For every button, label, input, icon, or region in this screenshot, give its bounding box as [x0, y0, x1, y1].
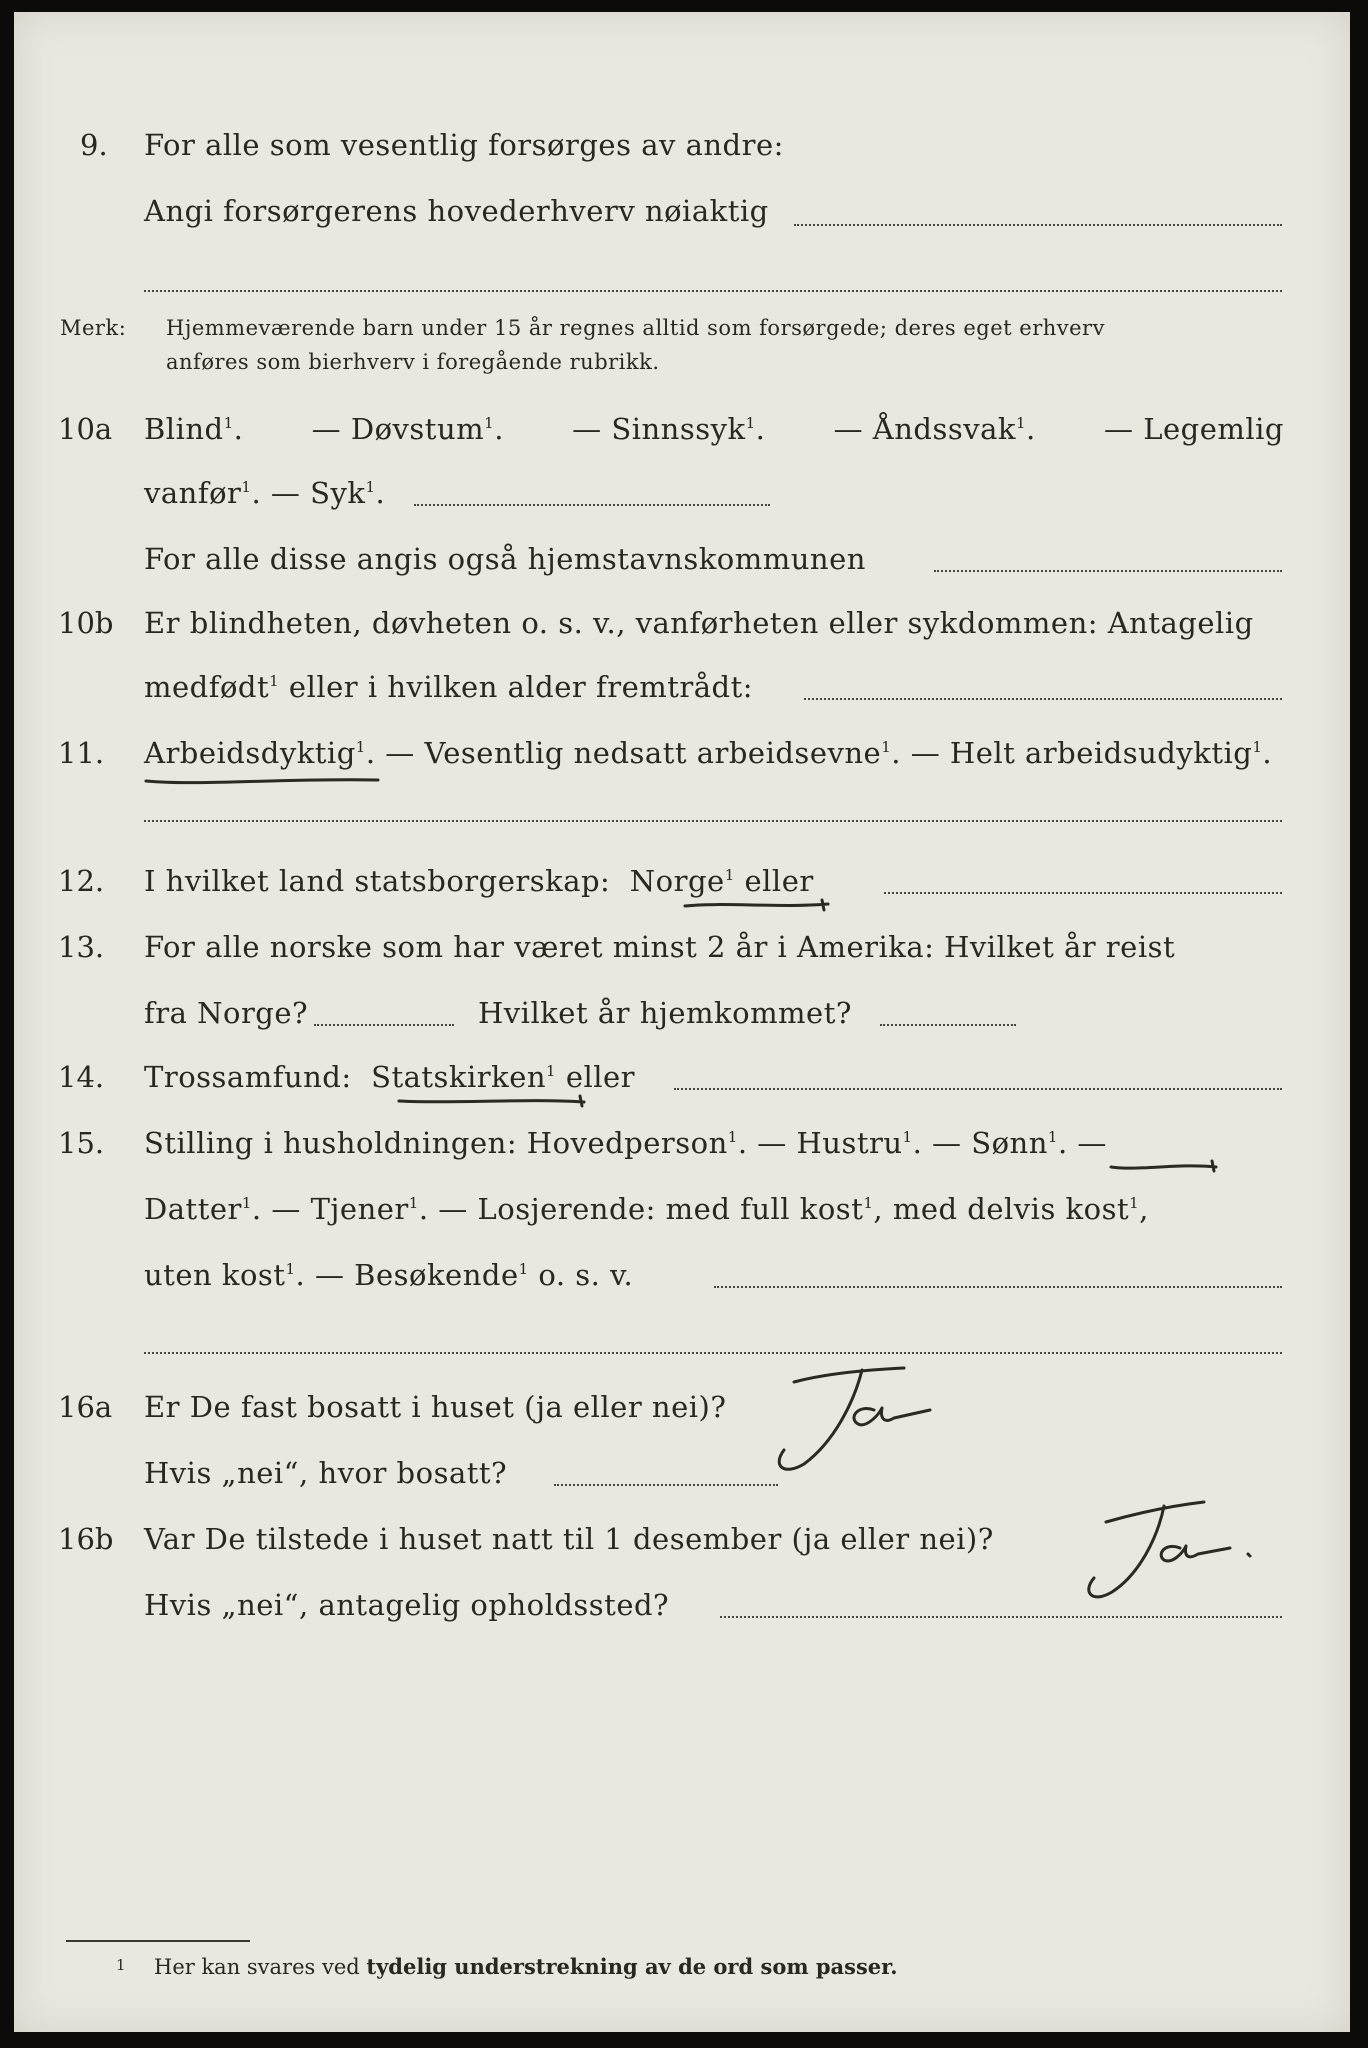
q10a-fill-line-2	[934, 570, 1282, 572]
q15-line3: uten kost$^1$. — Besøkende$^1$ o. s. v.	[144, 1258, 634, 1292]
q15-line1: Stilling i husholdningen: Hovedperson$^1$. — Hustru$^1$. — Sønn$^1$. —	[144, 1126, 1107, 1160]
q9-number: 9.	[80, 128, 108, 162]
opt-andssvak: — Åndssvak$^1$.	[833, 412, 1036, 446]
q12-fill-line	[884, 892, 1282, 894]
opt-blind: Blind$^1$.	[144, 412, 244, 446]
opt-dovstum: — Døvstum$^1$.	[311, 412, 504, 446]
q10b-line1: Er blindheten, døvheten o. s. v., vanførheten eller sykdommen: Antagelig	[144, 606, 1254, 640]
q16a-line2: Hvis „nei“, hvor bosatt?	[144, 1456, 508, 1490]
merk-line1: Hjemmeværende barn under 15 år regnes alltid som forsørgede; deres eget erhverv	[166, 316, 1105, 340]
q13-fill-reist	[314, 1024, 454, 1026]
q10a-line1	[144, 412, 1284, 446]
q13-line1: For alle norske som har været minst 2 år i Amerika: Hvilket år reist	[144, 930, 1176, 964]
q14-fill-line	[674, 1088, 1282, 1090]
q16b-number: 16b	[58, 1522, 114, 1556]
handwritten-answer-16a	[754, 1352, 954, 1482]
q13-line2a: fra Norge?	[144, 996, 309, 1030]
q15-number: 15.	[58, 1126, 105, 1160]
q9-line2: Angi forsørgerens hovederhverv nøiaktig	[144, 194, 769, 228]
q15-fill-line-2	[144, 1352, 1282, 1354]
q13-number: 13.	[58, 930, 105, 964]
q15-line2: Datter$^1$. — Tjener$^1$. — Losjerende: med full kost$^1$, med delvis kost$^1$,	[144, 1192, 1149, 1226]
q10b-number: 10b	[58, 606, 114, 640]
underline-statskirken	[396, 1094, 588, 1102]
q13-fill-hjemkommet	[880, 1024, 1016, 1026]
q11-number: 11.	[58, 736, 105, 770]
underline-arbeidsdyktig	[142, 774, 382, 782]
census-form-page	[14, 12, 1350, 2032]
q10a-number: 10a	[58, 412, 113, 446]
q9-fill-line	[794, 224, 1282, 226]
q11-line: Arbeidsdyktig$^1$. — Vesentlig nedsatt arbeidsevne$^1$. — Helt arbeidsudyktig$^1$.	[144, 736, 1273, 770]
q16b-line1: Var De tilstede i huset natt til 1 desember (ja eller nei)?	[144, 1522, 994, 1556]
footnote-rule	[66, 1940, 250, 1942]
handwritten-answer-16b	[1064, 1482, 1264, 1612]
q9-fill-line-2	[144, 290, 1282, 292]
q9-line1: For alle som vesentlig forsørges av andre:	[144, 128, 784, 162]
q10a-line3: For alle disse angis også hjemstavnskommunen	[144, 542, 866, 576]
q10b-fill-line	[804, 698, 1282, 700]
q16a-fill-line	[554, 1484, 778, 1486]
footnote-mark: 1	[116, 1956, 126, 1974]
underline-norge	[682, 898, 832, 906]
q10b-line2: medfødt$^1$ eller i hvilken alder fremtrådt:	[144, 670, 754, 704]
merk-line2: anføres som bierhverv i foregående rubrikk.	[166, 350, 660, 374]
q12-number: 12.	[58, 864, 105, 898]
opt-sinnssyk: — Sinnssyk$^1$.	[572, 412, 766, 446]
q10a-line2: vanfør$^1$. — Syk$^1$.	[144, 476, 386, 510]
q10a-fill-line	[414, 504, 770, 506]
q13-line2b: Hvilket år hjemkommet?	[478, 996, 852, 1030]
opt-legemlig: — Legemlig	[1104, 412, 1284, 446]
q16b-line2: Hvis „nei“, antagelig opholdssted?	[144, 1588, 670, 1622]
footnote-text: Her kan svares ved tydelig understrekning av de ord som passer.	[154, 1954, 898, 1979]
q15-fill-line	[714, 1286, 1282, 1288]
q14-line: Trossamfund: Statskirken$^1$ eller	[144, 1060, 636, 1094]
q14-number: 14.	[58, 1060, 105, 1094]
q11-fill-line	[144, 820, 1282, 822]
q12-line: I hvilket land statsborgerskap: Norge$^1$ eller	[144, 864, 814, 898]
q16b-fill-line	[720, 1616, 1282, 1618]
q16a-number: 16a	[58, 1390, 113, 1424]
merk-label: Merk:	[60, 316, 127, 340]
underline-sonn	[1108, 1160, 1220, 1168]
q16a-line1: Er De fast bosatt i huset (ja eller nei)?	[144, 1390, 727, 1424]
